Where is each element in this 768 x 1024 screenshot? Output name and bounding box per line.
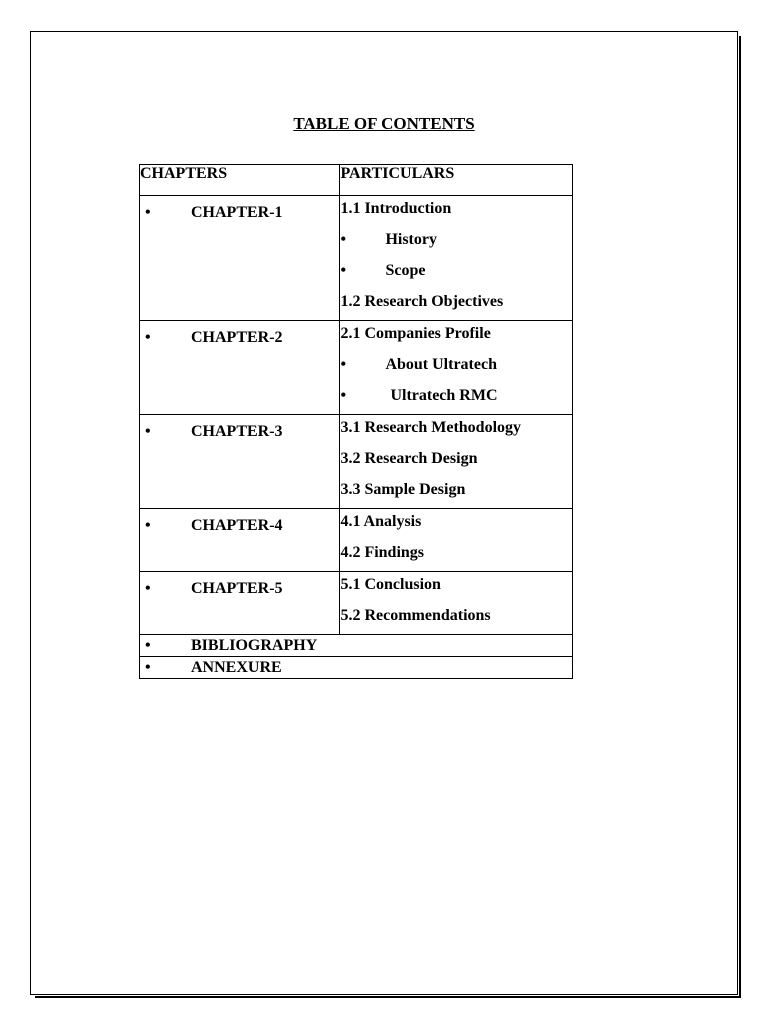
- toc-item: 4.2 Findings: [340, 544, 425, 561]
- bullet-icon: •: [145, 329, 151, 346]
- toc-subitem: [340, 383, 572, 414]
- toc-item: 1.1 Introduction: [340, 200, 452, 217]
- toc-item: 3.3 Sample Design: [340, 481, 466, 498]
- toc-subitem-label: Ultratech RMC: [390, 387, 498, 404]
- toc-subitem: [340, 258, 572, 289]
- extra-cell: [140, 657, 573, 679]
- particulars-cell: [340, 509, 573, 572]
- toc-item: 2.1 Companies Profile: [340, 325, 491, 342]
- toc-subitem-label: About Ultratech: [385, 356, 497, 373]
- chapter-row: [140, 196, 573, 321]
- column-header-particulars: PARTICULARS: [340, 165, 573, 196]
- toc-item: 3.1 Research Methodology: [340, 419, 522, 436]
- particulars-cell: [340, 196, 573, 321]
- particulars-cell: [340, 415, 573, 509]
- chapter-label: CHAPTER-2: [191, 329, 283, 346]
- page-title: TABLE OF CONTENTS: [293, 114, 475, 133]
- toc-item: 5.2 Recommendations: [340, 607, 491, 624]
- column-header-chapters: CHAPTERS: [140, 165, 340, 196]
- bullet-icon: •: [145, 204, 151, 221]
- bullet-icon: •: [145, 580, 151, 597]
- toc-item: 5.1 Conclusion: [340, 576, 441, 593]
- extra-label: BIBLIOGRAPHY: [191, 637, 318, 654]
- particulars-cell: [340, 572, 573, 635]
- toc-subitem: [340, 227, 572, 258]
- bullet-icon: •: [340, 231, 347, 248]
- chapter-row: [140, 321, 573, 415]
- bullet-icon: •: [145, 423, 151, 440]
- chapter-label: CHAPTER-5: [191, 580, 283, 597]
- toc-body: [140, 196, 573, 679]
- chapter-cell: [140, 415, 340, 509]
- chapter-label: CHAPTER-3: [191, 423, 283, 440]
- toc-item: 1.2 Research Objectives: [340, 293, 504, 310]
- bullet-icon: •: [340, 356, 347, 373]
- extra-row: [140, 635, 573, 657]
- bullet-icon: •: [340, 262, 347, 279]
- toc-subitem-label: History: [385, 231, 437, 248]
- toc-item: 3.2 Research Design: [340, 450, 478, 467]
- toc-subitem: [340, 352, 572, 383]
- extra-row: [140, 657, 573, 679]
- chapter-cell: [140, 196, 340, 321]
- chapter-row: [140, 415, 573, 509]
- chapter-row: [140, 509, 573, 572]
- particulars-cell: [340, 321, 573, 415]
- bullet-icon: •: [145, 517, 151, 534]
- bullet-icon: •: [145, 637, 151, 654]
- chapter-cell: [140, 321, 340, 415]
- bullet-icon: •: [340, 387, 347, 404]
- chapter-label: CHAPTER-4: [191, 517, 283, 534]
- bullet-icon: •: [145, 659, 151, 676]
- extra-cell: [140, 635, 573, 657]
- toc-subitem-label: Scope: [385, 262, 426, 279]
- toc-item: 4.1 Analysis: [340, 513, 422, 530]
- chapter-row: [140, 572, 573, 635]
- toc-header-row: [140, 165, 573, 196]
- chapter-cell: [140, 509, 340, 572]
- chapter-label: CHAPTER-1: [191, 204, 283, 221]
- chapter-cell: [140, 572, 340, 635]
- extra-label: ANNEXURE: [191, 659, 282, 676]
- toc-table: [139, 164, 573, 679]
